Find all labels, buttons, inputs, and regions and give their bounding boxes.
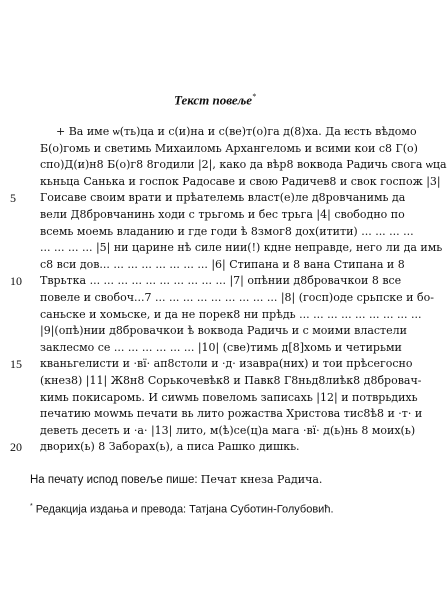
- seal-note-label: На печату испод повеље пише:: [30, 474, 198, 486]
- text-line: [40, 157, 447, 174]
- footnote-text: Редакција издања и превода: Татјана Суботин-Голубовић.: [35, 503, 334, 516]
- text-line: [40, 373, 425, 390]
- line-text: деветь десеть и ·а· |13| лито, м(ѣ)се(ц)а мага ·вї· д(ь)нь 8 моих(ь): [40, 423, 416, 437]
- line-text: (кнез8) |11| Ж8н8 Сорькочевѣк8 и Павк8 Г8ньд8лиѣк8 д8бровач-: [40, 373, 422, 387]
- text-line: [40, 323, 425, 340]
- text-line: [40, 207, 425, 224]
- line-text: ... ... ... ... |5| ни царине нѣ силе нии(!) кдне неправде, него ли да имь: [40, 241, 443, 255]
- line-text: вели Д8бровчанинь ходи с трьгомь и бес трьга |4| свободно по: [40, 207, 405, 221]
- line-text: Гоисаве своим врати и прѣателемь власт(е)ле д8ровчанимь да: [40, 191, 406, 205]
- footnote-mark: *: [30, 503, 33, 510]
- text-line: [40, 340, 425, 357]
- line-text: кимь покисаромь. И сиwмь повеломь записахь |12| и потврьдихь: [40, 390, 418, 404]
- text-line: [40, 390, 425, 407]
- line-text: двориx(ь) 8 Заборах(ь), а писа Рашко дишкь.: [40, 440, 300, 454]
- text-line: [40, 423, 425, 440]
- text-line: [40, 290, 434, 307]
- line-number: 20: [10, 440, 22, 455]
- text-line: [40, 141, 425, 158]
- text-line: [10, 190, 425, 207]
- line-text: заклесмо се ... ... ... ... ... ... |10| (све)тимь д[8]хомь и четирьми: [40, 340, 402, 354]
- line-number: 10: [10, 274, 22, 289]
- text-line: [40, 124, 425, 141]
- line-text: повеле и свобоч...7 ... ... ... ... ... ... ... ... ... |8| (госп)оде срьпске и бо-: [40, 290, 434, 304]
- text-line: [40, 240, 443, 257]
- line-number: 5: [10, 191, 16, 206]
- seal-note: [30, 473, 425, 486]
- title-text: Текст повеље: [174, 92, 252, 108]
- title-footnote-mark: *: [251, 92, 256, 101]
- line-text: всемь моемь владанию и где годи ѣ 8змог8 дох(итити) ... ... ... ...: [40, 224, 414, 238]
- line-text: печатию моwмь печати вь лито рожаства Христова тис8ѣ8 и ·т· и: [40, 407, 423, 421]
- line-text: саньске и хомьске, и да не порек8 ни прѣдь ... ... ... ... ... ... ... ... ...: [40, 307, 422, 321]
- footnote: [30, 503, 425, 516]
- line-text: Б(о)гомь и светимь Михаиломь Архангеломь и всими кои с8 Г(о): [40, 141, 418, 155]
- text-line: [10, 273, 425, 290]
- text-line: [40, 406, 425, 423]
- charter-text: [10, 124, 447, 456]
- line-text: + Ва име ѡ(ть)ца и с(и)на и с(ве)т(о)га д(8)ха. Да ѥсть вѣдомо: [56, 125, 417, 138]
- line-text: кваньгелисти и ·вї· ап8столи и ·д· изавра(них) и тои прѣсегосно: [40, 357, 413, 371]
- text-line: [10, 356, 425, 373]
- section-title: [0, 92, 430, 108]
- line-text: кьньца Санька и госпок Радосаве и свою Радичев8 и свок госпож |3|: [40, 174, 441, 188]
- text-line: [10, 439, 425, 456]
- text-line: [40, 174, 441, 191]
- line-number: 15: [10, 357, 22, 372]
- line-text: Тврьтка ... ... ... ... ... ... ... ... ... ... |7| опѣнии д8бровачкои 8 все: [40, 274, 402, 288]
- seal-note-text: Печат кнеза Радича.: [200, 473, 323, 486]
- text-line: [40, 224, 425, 241]
- line-text: с8 вси дов... ... ... ... ... ... ... ... |6| Стипана и 8 вана Стипана и 8: [40, 257, 405, 271]
- line-text: |9|(опѣ)нии д8бровачкои ѣ воквода Радичь и с моими властели: [40, 324, 407, 338]
- line-text: спо)Д(и)н8 Б(о)г8 8годили |2|, како да вѣр8 воквода Радичь свога ѡца: [40, 158, 447, 172]
- text-line: [40, 257, 425, 274]
- text-line: [40, 307, 425, 324]
